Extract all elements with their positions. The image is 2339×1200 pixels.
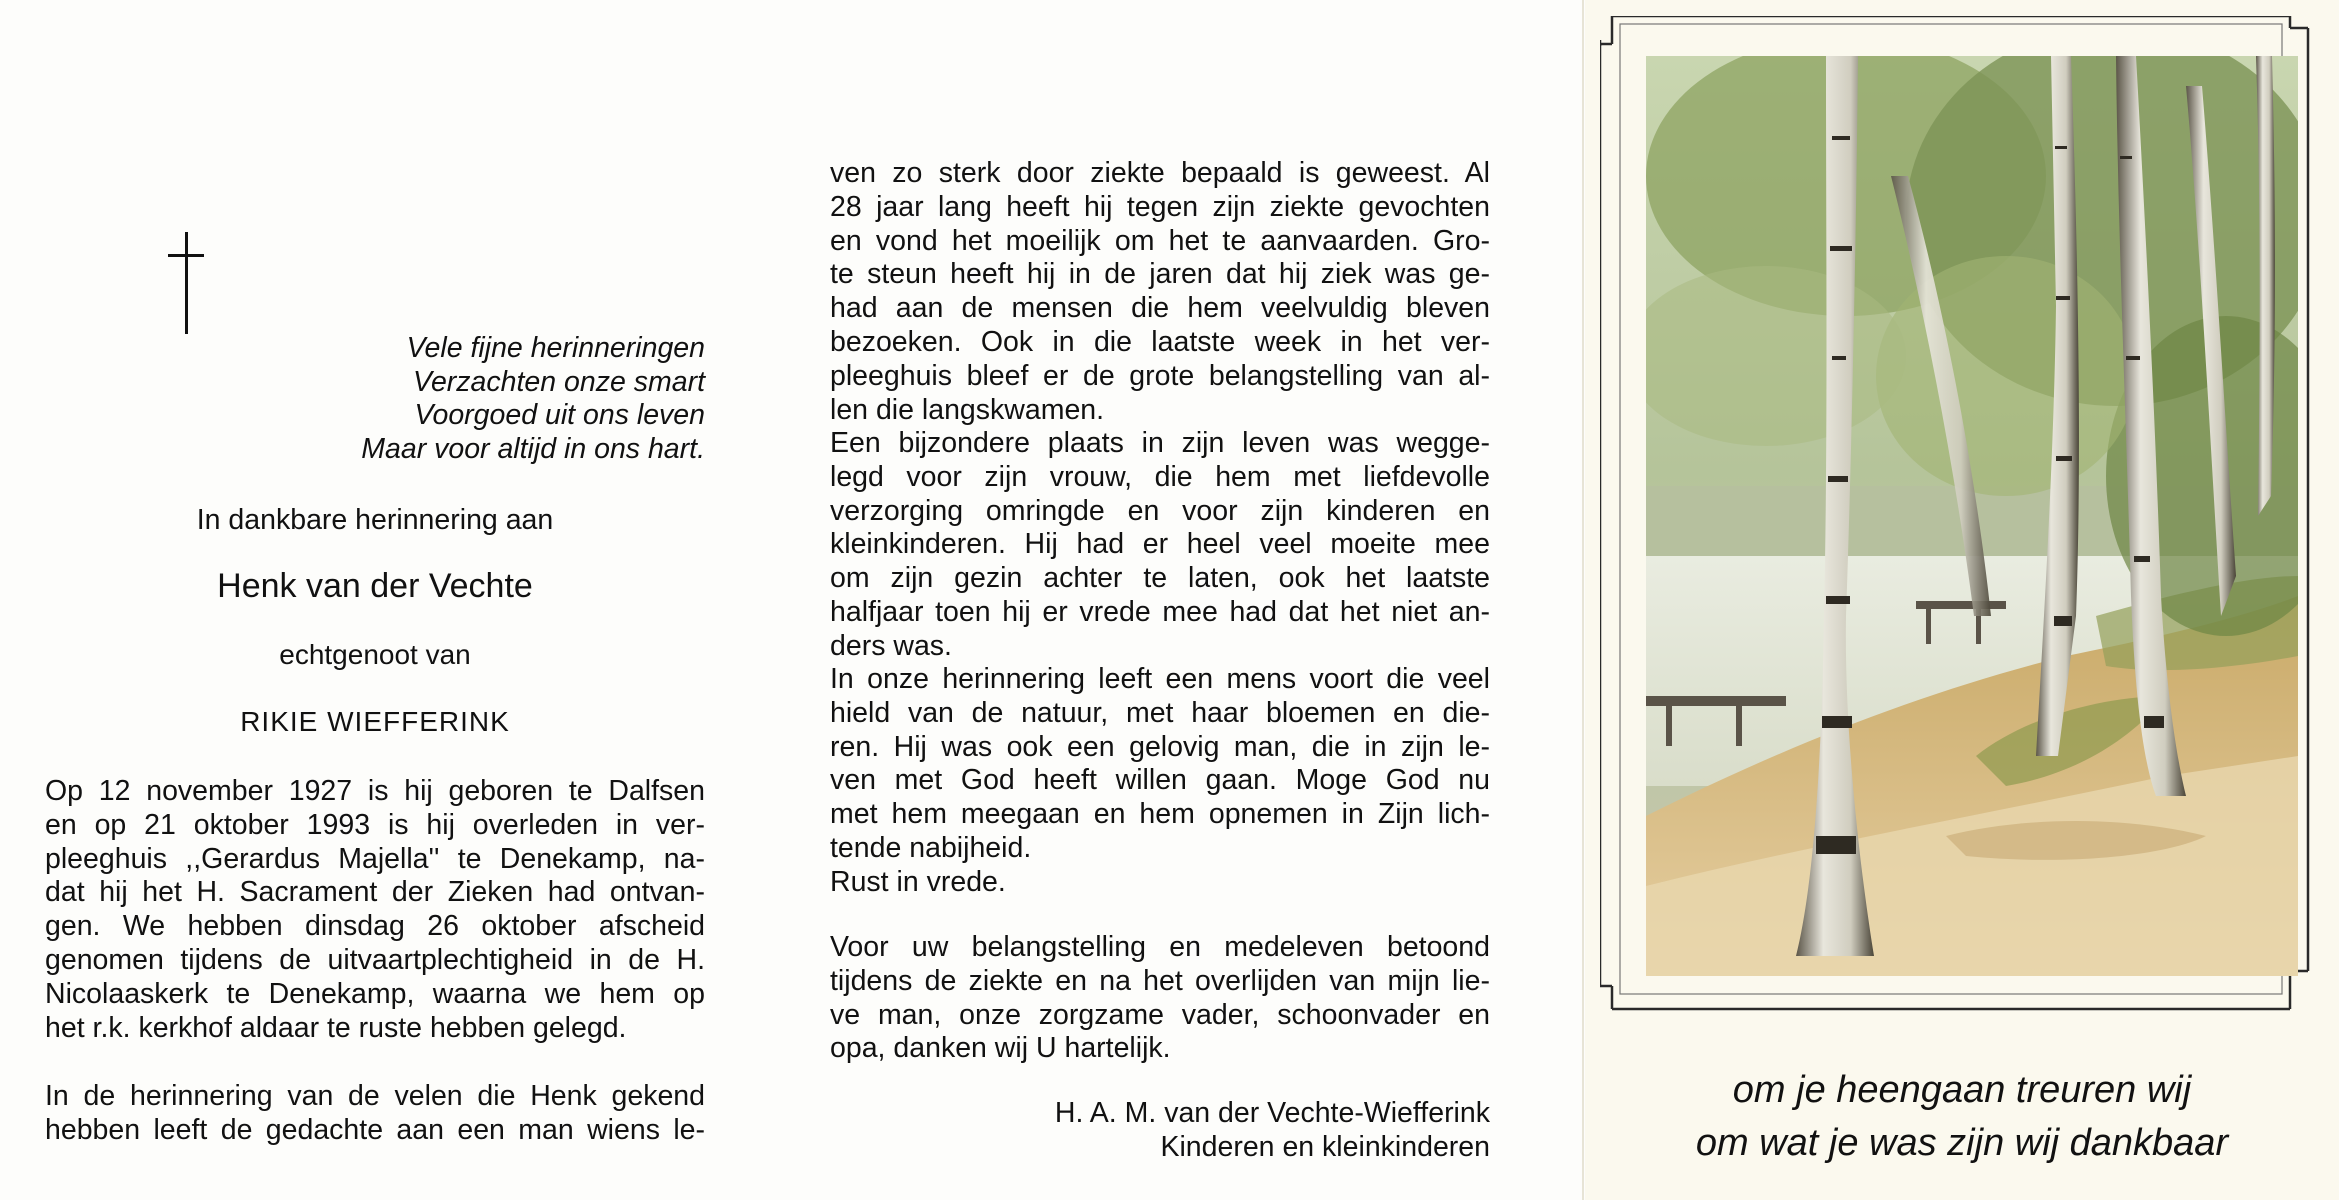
text-line: pleeghuis bleef er de grote belangstelling van al- bbox=[830, 359, 1490, 392]
caption-line: om wat je was zijn wij dankbaar bbox=[1695, 1122, 2229, 1164]
text-line: 28 jaar lang heeft hij tegen zijn ziekte gevochten bbox=[830, 190, 1490, 223]
text-line: verzorging omringde en voor zijn kinderen en bbox=[830, 494, 1490, 527]
text-line: Voor uw belangstelling en medeleven betoond bbox=[830, 931, 1490, 963]
text-line: Een bijzondere plaats in zijn leven was wegge- bbox=[830, 427, 1490, 459]
text-line: bezoeken. Ook in die laatste week in het ver- bbox=[830, 325, 1490, 358]
text-line: ders was. bbox=[830, 629, 952, 662]
poem-line: Voorgoed uit ons leven bbox=[414, 399, 705, 431]
illness-paragraph bbox=[830, 157, 1490, 427]
text-line: en op 21 oktober 1993 is hij overleden in ver- bbox=[45, 808, 705, 841]
text-line: halfjaar toen hij er vrede mee had dat het niet an- bbox=[830, 595, 1490, 628]
text-line: het r.k. kerkhof aldaar te ruste hebben gelegd. bbox=[45, 1011, 627, 1044]
text-line: dat hij het H. Sacrament der Zieken had ontvan- bbox=[45, 876, 705, 909]
text-line: In de herinnering van de velen die Henk gekend bbox=[45, 1080, 705, 1112]
text-line: met hem meegaan en hem opnemen in Zijn lich- bbox=[830, 798, 1490, 831]
poem-line: Maar voor altijd in ons hart. bbox=[361, 432, 705, 465]
text-line: ven met God heeft willen gaan. Moge God nu bbox=[830, 764, 1490, 797]
text-line: legd voor zijn vrouw, die hem met liefdevolle bbox=[830, 460, 1490, 493]
thanks-paragraph bbox=[830, 931, 1490, 1066]
spouse-name: RIKIE WIEFFERINK bbox=[240, 706, 510, 737]
text-line: had aan de mensen die hem veelvuldig bleven bbox=[830, 292, 1490, 325]
poem-line: Verzachten onze smart bbox=[413, 365, 705, 398]
text-line: Rust in vrede. bbox=[830, 865, 1006, 898]
text-line: tende nabijheid. bbox=[830, 831, 1032, 864]
text-line: kleinkinderen. Hij had er heel veel moeite mee bbox=[830, 528, 1490, 561]
signature-line: H. A. M. van der Vechte-Wiefferink bbox=[1054, 1097, 1490, 1129]
fold-line bbox=[1582, 0, 1584, 1200]
signature-line: Kinderen en kleinkinderen bbox=[1160, 1131, 1490, 1163]
text-line: hebben leeft de gedachte aan een man wiens le- bbox=[45, 1113, 705, 1146]
poem-line: Vele fijne herinneringen bbox=[406, 332, 705, 364]
text-line: hield van de natuur, met haar bloemen en die- bbox=[830, 696, 1490, 729]
text-line: om zijn gezin achter te laten, ook het laatste bbox=[830, 562, 1490, 595]
birch-trees-lake-photo bbox=[1646, 56, 2298, 976]
intro-text: In dankbare herinnering aan bbox=[196, 504, 554, 536]
text-line: genomen tijdens de uitvaartplechtigheid in de H. bbox=[45, 943, 705, 976]
text-line: gen. We hebben dinsdag 26 oktober afscheid bbox=[45, 910, 705, 943]
text-line: tijdens de ziekte en na het overlijden van mijn lie- bbox=[830, 964, 1490, 997]
text-line: en vond het moeilijk om het te aanvaarden. Gro- bbox=[830, 224, 1490, 257]
family-paragraph bbox=[830, 427, 1490, 664]
text-line: In onze herinnering leeft een mens voort die veel bbox=[830, 663, 1490, 695]
caption-line: om je heengaan treuren wij bbox=[1732, 1069, 2192, 1111]
signature-block bbox=[830, 1096, 1490, 1164]
text-line: ren. Hij was ook een gelovig man, die in zijn le- bbox=[830, 730, 1490, 763]
text-line: pleeghuis ,,Gerardus Majella'' te Denekamp, na- bbox=[45, 842, 705, 875]
faith-paragraph bbox=[830, 663, 1490, 900]
text-line: Op 12 november 1927 is hij geboren te Dalfsen bbox=[45, 775, 705, 807]
text-line: opa, danken wij U hartelijk. bbox=[830, 1032, 1171, 1065]
cross-icon bbox=[168, 232, 208, 334]
spouse-label: echtgenoot van bbox=[279, 639, 471, 670]
remembrance-paragraph bbox=[45, 1080, 705, 1148]
photo-caption bbox=[1585, 1064, 2339, 1170]
text-line: ve man, onze zorgzame vader, schoonvader en bbox=[830, 998, 1490, 1031]
text-line: Nicolaaskerk te Denekamp, waarna we hem op bbox=[45, 977, 705, 1010]
biography-paragraph bbox=[45, 775, 705, 1045]
text-line: ven zo sterk door ziekte bepaald is geweest. Al bbox=[830, 157, 1490, 189]
memorial-poem bbox=[260, 332, 705, 466]
deceased-name: Henk van der Vechte bbox=[217, 567, 533, 605]
text-line: te steun heeft hij in de jaren dat hij ziek was ge- bbox=[830, 258, 1490, 291]
text-line: len die langskwamen. bbox=[830, 393, 1105, 426]
